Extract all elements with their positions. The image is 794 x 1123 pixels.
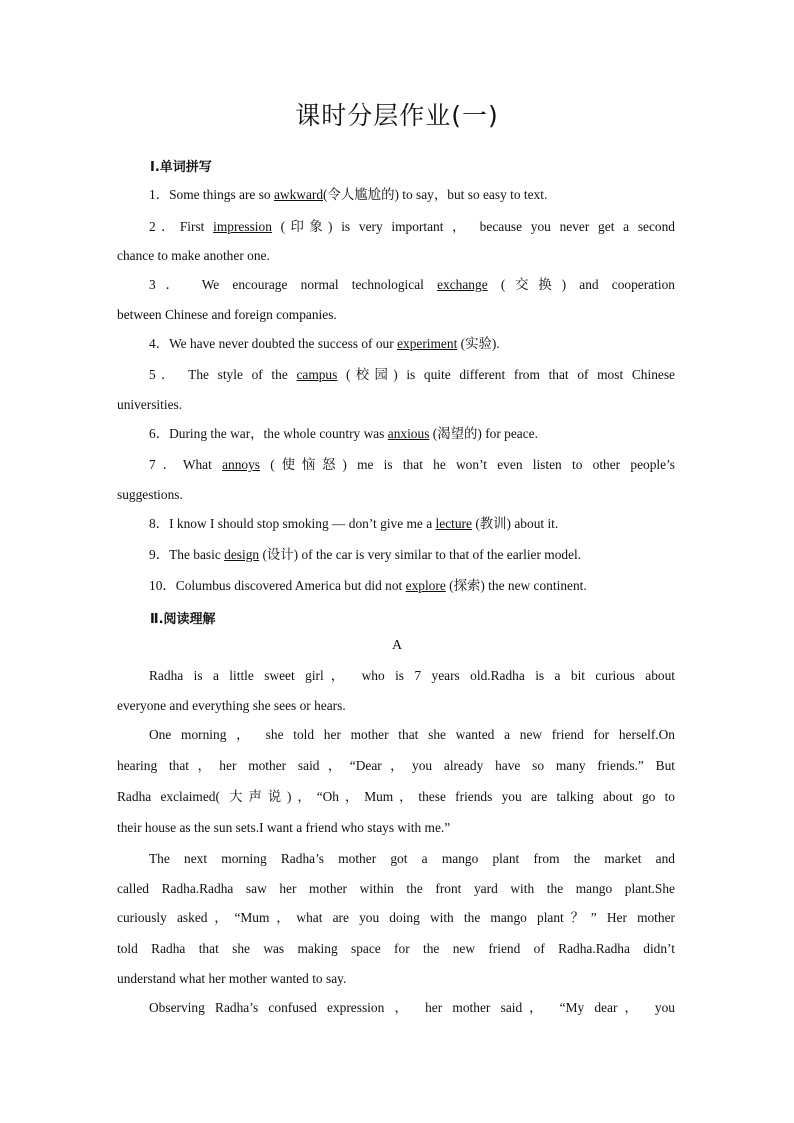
exercise-item-5-continuation: universities.	[117, 397, 183, 412]
answer-blank: annoys	[222, 457, 261, 472]
paragraph-line: Radha exclaimed( 大声说)，“Oh，Mum，these friends you are talking about go to	[117, 789, 675, 804]
exercise-item-5: 5． The style of the campus (校园) is quite different from that of most Chinese	[149, 367, 675, 382]
paragraph-line: hearing that，her mother said，“Dear，you already have so many friends.” But	[117, 758, 675, 773]
answer-blank: anxious	[387, 426, 430, 441]
page-title: 课时分层作业(一)	[295, 101, 499, 130]
answer-blank: lecture	[435, 516, 472, 531]
paragraph-line: called Radha.Radha saw her mother within the front yard with the mango plant.She	[117, 881, 675, 896]
answer-blank: explore	[405, 578, 446, 593]
paragraph-line: curiously asked，“Mum，what are you doing with the mango plant？” Her mother	[117, 910, 675, 925]
answer-blank: awkward	[273, 187, 324, 202]
paragraph-line: Radha is a little sweet girl， who is 7 years old.Radha is a bit curious about	[149, 668, 675, 683]
paragraph-line: The next morning Radha’s mother got a mango plant from the market and	[149, 851, 675, 866]
exercise-item-1: 1．Some things are so awkward(令人尴尬的) to say，but so easy to text.	[149, 187, 548, 202]
section-heading-reading: Ⅱ.阅读理解	[150, 612, 216, 627]
exercise-item-4: 4．We have never doubted the success of our experiment (实验).	[149, 336, 500, 351]
exercise-item-7-continuation: suggestions.	[117, 487, 183, 502]
paragraph-line: told Radha that she was making space for the new friend of Radha.Radha didn’t	[117, 941, 675, 956]
exercise-item-6: 6．During the war，the whole country was anxious (渴望的) for peace.	[149, 426, 538, 441]
passage-label: A	[391, 638, 403, 653]
exercise-item-8: 8．I know I should stop smoking — don’t give me a lecture (教训) about it.	[149, 516, 559, 531]
exercise-item-2-continuation: chance to make another one.	[117, 248, 270, 263]
answer-blank: experiment	[397, 336, 458, 351]
exercise-item-9: 9．The basic design (设计) of the car is very similar to that of the earlier model.	[149, 547, 582, 562]
exercise-item-10: 10．Columbus discovered America but did not explore (探索) the new continent.	[149, 578, 587, 593]
exercise-item-2: 2．First impression (印象) is very important ， because you never get a second	[149, 219, 676, 234]
paragraph-line: understand what her mother wanted to say.	[117, 971, 347, 986]
exercise-item-3: 3． We encourage normal technological exchange (交换) and cooperation	[149, 277, 675, 292]
paragraph-line: Observing Radha’s confused expression ， her mother said， “My dear， you	[149, 1000, 675, 1015]
paragraph-line: One morning ， she told her mother that she wanted a new friend for herself.On	[149, 727, 675, 742]
exercise-item-7: 7．What annoys (使恼怒) me is that he won’t even listen to other people’s	[149, 457, 675, 472]
answer-blank: exchange	[437, 277, 488, 292]
paragraph-line: their house as the sun sets.I want a friend who stays with me.”	[117, 820, 451, 835]
section-heading-vocabulary: Ⅰ.单词拼写	[150, 160, 212, 175]
answer-blank: impression	[213, 219, 272, 234]
exercise-item-3-continuation: between Chinese and foreign companies.	[117, 307, 337, 322]
answer-blank: design	[224, 547, 260, 562]
answer-blank: campus	[296, 367, 338, 382]
paragraph-line: everyone and everything she sees or hears.	[117, 698, 346, 713]
